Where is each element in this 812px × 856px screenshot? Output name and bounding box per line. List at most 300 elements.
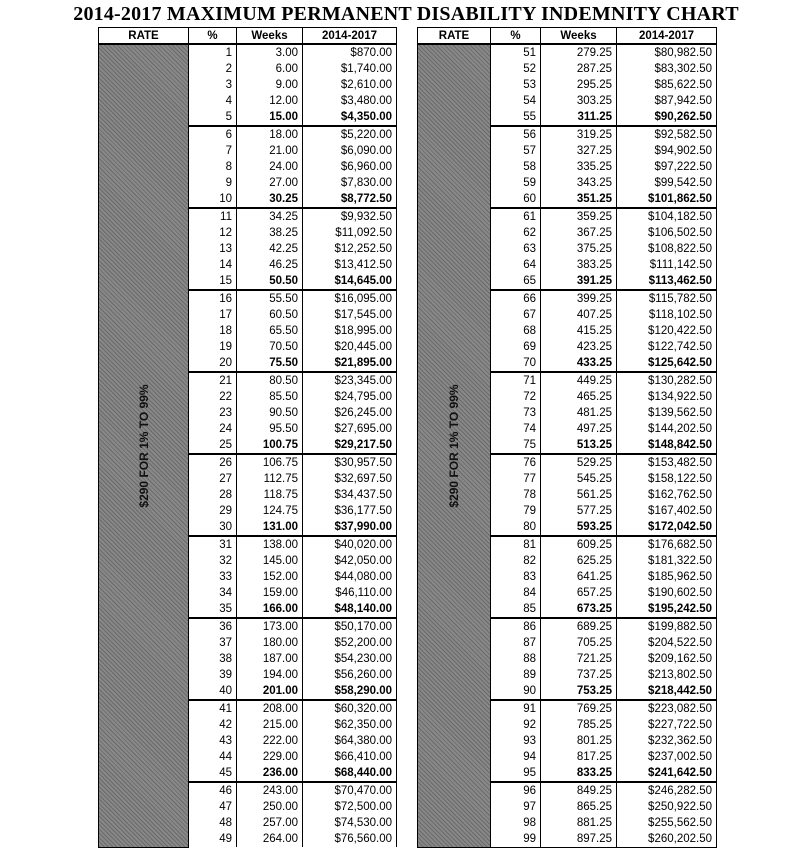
weeks-cell: 375.25 <box>541 241 617 257</box>
percent-cell: 27 <box>189 471 237 487</box>
amount-cell: $76,560.00 <box>303 831 397 847</box>
weeks-cell: 208.00 <box>237 700 303 717</box>
weeks-cell: 106.75 <box>237 454 303 471</box>
weeks-cell: 95.50 <box>237 421 303 437</box>
weeks-cell: 335.25 <box>541 159 617 175</box>
weeks-header: Weeks <box>541 28 617 45</box>
percent-cell: 97 <box>491 799 541 815</box>
percent-cell: 79 <box>491 503 541 519</box>
amount-cell: $104,182.50 <box>617 208 717 225</box>
rate-cell <box>418 44 491 848</box>
percent-cell: 65 <box>491 273 541 290</box>
percent-cell: 42 <box>189 717 237 733</box>
weeks-cell: 497.25 <box>541 421 617 437</box>
weeks-cell: 65.50 <box>237 323 303 339</box>
amount-cell: $83,302.50 <box>617 61 717 77</box>
amount-cell: $120,422.50 <box>617 323 717 339</box>
amount-cell: $66,410.00 <box>303 749 397 765</box>
weeks-cell: 753.25 <box>541 683 617 700</box>
amount-cell: $9,932.50 <box>303 208 397 225</box>
weeks-cell: 593.25 <box>541 519 617 536</box>
amount-cell: $122,742.50 <box>617 339 717 355</box>
amount-cell: $72,500.00 <box>303 799 397 815</box>
amount-cell: $12,252.50 <box>303 241 397 257</box>
amount-cell: $218,442.50 <box>617 683 717 700</box>
weeks-cell: 112.75 <box>237 471 303 487</box>
weeks-cell: 641.25 <box>541 569 617 585</box>
amount-cell: $106,502.50 <box>617 225 717 241</box>
amount-cell: $64,380.00 <box>303 733 397 749</box>
amount-cell: $176,682.50 <box>617 536 717 553</box>
percent-cell: 40 <box>189 683 237 700</box>
amount-cell: $44,080.00 <box>303 569 397 585</box>
weeks-cell: 250.00 <box>237 799 303 815</box>
weeks-cell: 201.00 <box>237 683 303 700</box>
percent-cell: 59 <box>491 175 541 191</box>
percent-cell: 88 <box>491 651 541 667</box>
percent-cell: 89 <box>491 667 541 683</box>
percent-cell: 81 <box>491 536 541 553</box>
percent-cell: 51 <box>491 44 541 61</box>
weeks-cell: 55.50 <box>237 290 303 307</box>
amount-cell: $97,222.50 <box>617 159 717 175</box>
weeks-cell: 481.25 <box>541 405 617 421</box>
weeks-cell: 138.00 <box>237 536 303 553</box>
weeks-cell: 865.25 <box>541 799 617 815</box>
percent-cell: 21 <box>189 372 237 389</box>
percent-cell: 14 <box>189 257 237 273</box>
amount-cell: $18,995.00 <box>303 323 397 339</box>
amount-cell: $115,782.50 <box>617 290 717 307</box>
amount-cell: $144,202.50 <box>617 421 717 437</box>
amount-cell: $870.00 <box>303 44 397 61</box>
weeks-cell: 311.25 <box>541 109 617 126</box>
weeks-cell: 30.25 <box>237 191 303 208</box>
weeks-cell: 6.00 <box>237 61 303 77</box>
percent-cell: 19 <box>189 339 237 355</box>
weeks-cell: 46.25 <box>237 257 303 273</box>
percent-cell: 52 <box>491 61 541 77</box>
percent-cell: 41 <box>189 700 237 717</box>
percent-cell: 55 <box>491 109 541 126</box>
percent-cell: 84 <box>491 585 541 601</box>
weeks-cell: 769.25 <box>541 700 617 717</box>
percent-cell: 38 <box>189 651 237 667</box>
percent-cell: 18 <box>189 323 237 339</box>
percent-cell: 62 <box>491 225 541 241</box>
percent-cell: 32 <box>189 553 237 569</box>
weeks-cell: 399.25 <box>541 290 617 307</box>
weeks-cell: 817.25 <box>541 749 617 765</box>
weeks-cell: 689.25 <box>541 618 617 635</box>
weeks-cell: 359.25 <box>541 208 617 225</box>
percent-cell: 76 <box>491 454 541 471</box>
amount-cell: $85,622.50 <box>617 77 717 93</box>
amount-cell: $90,262.50 <box>617 109 717 126</box>
percent-cell: 46 <box>189 782 237 799</box>
amount-cell: $162,762.50 <box>617 487 717 503</box>
weeks-cell: 327.25 <box>541 143 617 159</box>
percent-cell: 54 <box>491 93 541 109</box>
weeks-cell: 24.00 <box>237 159 303 175</box>
weeks-cell: 50.50 <box>237 273 303 290</box>
amount-cell: $46,110.00 <box>303 585 397 601</box>
rate-cell <box>99 44 189 847</box>
amount-cell: $7,830.00 <box>303 175 397 191</box>
weeks-cell: 257.00 <box>237 815 303 831</box>
percent-cell: 13 <box>189 241 237 257</box>
percent-cell: 60 <box>491 191 541 208</box>
weeks-cell: 80.50 <box>237 372 303 389</box>
weeks-cell: 577.25 <box>541 503 617 519</box>
percent-cell: 12 <box>189 225 237 241</box>
weeks-cell: 343.25 <box>541 175 617 191</box>
amount-cell: $30,957.50 <box>303 454 397 471</box>
amount-cell: $113,462.50 <box>617 273 717 290</box>
weeks-cell: 407.25 <box>541 307 617 323</box>
amount-cell: $204,522.50 <box>617 635 717 651</box>
amount-cell: $5,220.00 <box>303 126 397 143</box>
percent-cell: 95 <box>491 765 541 782</box>
weeks-cell: 180.00 <box>237 635 303 651</box>
percent-cell: 73 <box>491 405 541 421</box>
weeks-cell: 18.00 <box>237 126 303 143</box>
percent-cell: 70 <box>491 355 541 372</box>
amount-cell: $223,082.50 <box>617 700 717 717</box>
amount-cell: $87,942.50 <box>617 93 717 109</box>
percent-cell: 69 <box>491 339 541 355</box>
weeks-cell: 42.25 <box>237 241 303 257</box>
weeks-cell: 229.00 <box>237 749 303 765</box>
weeks-cell: 833.25 <box>541 765 617 782</box>
weeks-cell: 75.50 <box>237 355 303 372</box>
weeks-cell: 383.25 <box>541 257 617 273</box>
percent-cell: 34 <box>189 585 237 601</box>
amount-cell: $108,822.50 <box>617 241 717 257</box>
percent-cell: 45 <box>189 765 237 782</box>
table-header-row <box>418 28 717 45</box>
percent-cell: 74 <box>491 421 541 437</box>
weeks-cell: 801.25 <box>541 733 617 749</box>
percent-cell: 91 <box>491 700 541 717</box>
percent-cell: 1 <box>189 44 237 61</box>
weeks-cell: 166.00 <box>237 601 303 618</box>
amount-cell: $6,090.00 <box>303 143 397 159</box>
weeks-cell: 38.25 <box>237 225 303 241</box>
percent-cell: 96 <box>491 782 541 799</box>
weeks-cell: 215.00 <box>237 717 303 733</box>
weeks-cell: 15.00 <box>237 109 303 126</box>
table-row <box>418 44 717 61</box>
percent-cell: 28 <box>189 487 237 503</box>
amount-cell: $246,282.50 <box>617 782 717 799</box>
weeks-cell: 145.00 <box>237 553 303 569</box>
amount-cell: $92,582.50 <box>617 126 717 143</box>
percent-cell: 53 <box>491 77 541 93</box>
amount-cell: $32,697.50 <box>303 471 397 487</box>
percent-cell: 90 <box>491 683 541 700</box>
amount-cell: $80,982.50 <box>617 44 717 61</box>
amount-cell: $14,645.00 <box>303 273 397 290</box>
percent-cell: 57 <box>491 143 541 159</box>
amount-cell: $111,142.50 <box>617 257 717 273</box>
percent-cell: 71 <box>491 372 541 389</box>
weeks-cell: 367.25 <box>541 225 617 241</box>
percent-cell: 83 <box>491 569 541 585</box>
rate-header: RATE <box>418 28 491 45</box>
percent-cell: 48 <box>189 815 237 831</box>
amount-cell: $167,402.50 <box>617 503 717 519</box>
weeks-cell: 60.50 <box>237 307 303 323</box>
weeks-cell: 545.25 <box>541 471 617 487</box>
weeks-cell: 881.25 <box>541 815 617 831</box>
percent-cell: 44 <box>189 749 237 765</box>
percent-cell: 86 <box>491 618 541 635</box>
rate-label: $290 FOR 1% TO 99% <box>447 384 461 508</box>
amount-cell: $8,772.50 <box>303 191 397 208</box>
amount-cell: $70,470.00 <box>303 782 397 799</box>
percent-cell: 78 <box>491 487 541 503</box>
percent-cell: 31 <box>189 536 237 553</box>
weeks-cell: 705.25 <box>541 635 617 651</box>
percent-header: % <box>491 28 541 45</box>
amount-header: 2014-2017 <box>303 28 397 45</box>
amount-cell: $56,260.00 <box>303 667 397 683</box>
weeks-cell: 849.25 <box>541 782 617 799</box>
percent-cell: 75 <box>491 437 541 454</box>
weeks-cell: 27.00 <box>237 175 303 191</box>
weeks-cell: 131.00 <box>237 519 303 536</box>
table-header-row <box>99 28 397 45</box>
weeks-cell: 222.00 <box>237 733 303 749</box>
percent-cell: 72 <box>491 389 541 405</box>
weeks-cell: 433.25 <box>541 355 617 372</box>
weeks-cell: 449.25 <box>541 372 617 389</box>
weeks-cell: 625.25 <box>541 553 617 569</box>
amount-cell: $195,242.50 <box>617 601 717 618</box>
percent-cell: 67 <box>491 307 541 323</box>
amount-cell: $255,562.50 <box>617 815 717 831</box>
percent-cell: 23 <box>189 405 237 421</box>
percent-cell: 5 <box>189 109 237 126</box>
percent-cell: 26 <box>189 454 237 471</box>
percent-cell: 58 <box>491 159 541 175</box>
amount-cell: $36,177.50 <box>303 503 397 519</box>
percent-cell: 6 <box>189 126 237 143</box>
amount-cell: $62,350.00 <box>303 717 397 733</box>
amount-cell: $26,245.00 <box>303 405 397 421</box>
weeks-cell: 295.25 <box>541 77 617 93</box>
percent-cell: 15 <box>189 273 237 290</box>
weeks-cell: 34.25 <box>237 208 303 225</box>
weeks-cell: 12.00 <box>237 93 303 109</box>
percent-cell: 22 <box>189 389 237 405</box>
percent-cell: 17 <box>189 307 237 323</box>
percent-cell: 61 <box>491 208 541 225</box>
amount-cell: $172,042.50 <box>617 519 717 536</box>
percent-header: % <box>189 28 237 45</box>
amount-cell: $118,102.50 <box>617 307 717 323</box>
percent-cell: 8 <box>189 159 237 175</box>
weeks-cell: 70.50 <box>237 339 303 355</box>
weeks-header: Weeks <box>237 28 303 45</box>
weeks-cell: 90.50 <box>237 405 303 421</box>
weeks-cell: 159.00 <box>237 585 303 601</box>
amount-cell: $241,642.50 <box>617 765 717 782</box>
percent-cell: 66 <box>491 290 541 307</box>
amount-cell: $74,530.00 <box>303 815 397 831</box>
amount-cell: $24,795.00 <box>303 389 397 405</box>
percent-cell: 87 <box>491 635 541 651</box>
weeks-cell: 609.25 <box>541 536 617 553</box>
amount-cell: $99,542.50 <box>617 175 717 191</box>
amount-cell: $250,922.50 <box>617 799 717 815</box>
percent-cell: 80 <box>491 519 541 536</box>
amount-cell: $42,050.00 <box>303 553 397 569</box>
percent-cell: 77 <box>491 471 541 487</box>
percent-cell: 47 <box>189 799 237 815</box>
amount-cell: $213,802.50 <box>617 667 717 683</box>
amount-cell: $190,602.50 <box>617 585 717 601</box>
amount-cell: $153,482.50 <box>617 454 717 471</box>
weeks-cell: 897.25 <box>541 831 617 848</box>
weeks-cell: 279.25 <box>541 44 617 61</box>
percent-cell: 7 <box>189 143 237 159</box>
weeks-cell: 415.25 <box>541 323 617 339</box>
weeks-cell: 194.00 <box>237 667 303 683</box>
weeks-cell: 124.75 <box>237 503 303 519</box>
amount-cell: $37,990.00 <box>303 519 397 536</box>
amount-cell: $27,695.00 <box>303 421 397 437</box>
amount-cell: $209,162.50 <box>617 651 717 667</box>
percent-cell: 4 <box>189 93 237 109</box>
amount-cell: $199,882.50 <box>617 618 717 635</box>
weeks-cell: 100.75 <box>237 437 303 454</box>
weeks-cell: 303.25 <box>541 93 617 109</box>
weeks-cell: 351.25 <box>541 191 617 208</box>
amount-cell: $29,217.50 <box>303 437 397 454</box>
percent-cell: 33 <box>189 569 237 585</box>
amount-cell: $40,020.00 <box>303 536 397 553</box>
page-title: 2014-2017 MAXIMUM PERMANENT DISABILITY INDEMNITY CHART <box>73 3 739 25</box>
percent-cell: 30 <box>189 519 237 536</box>
amount-cell: $148,842.50 <box>617 437 717 454</box>
weeks-cell: 118.75 <box>237 487 303 503</box>
amount-cell: $101,862.50 <box>617 191 717 208</box>
indemnity-table-left <box>98 27 397 848</box>
amount-cell: $134,922.50 <box>617 389 717 405</box>
amount-cell: $4,350.00 <box>303 109 397 126</box>
percent-cell: 24 <box>189 421 237 437</box>
percent-cell: 16 <box>189 290 237 307</box>
amount-cell: $1,740.00 <box>303 61 397 77</box>
amount-cell: $158,122.50 <box>617 471 717 487</box>
amount-cell: $50,170.00 <box>303 618 397 635</box>
weeks-cell: 85.50 <box>237 389 303 405</box>
amount-cell: $34,437.50 <box>303 487 397 503</box>
percent-cell: 49 <box>189 831 237 847</box>
percent-cell: 94 <box>491 749 541 765</box>
rate-label: $290 FOR 1% TO 99% <box>136 384 151 508</box>
amount-header: 2014-2017 <box>617 28 717 45</box>
amount-cell: $260,202.50 <box>617 831 717 848</box>
percent-cell: 36 <box>189 618 237 635</box>
weeks-cell: 737.25 <box>541 667 617 683</box>
percent-cell: 63 <box>491 241 541 257</box>
amount-cell: $52,200.00 <box>303 635 397 651</box>
amount-cell: $125,642.50 <box>617 355 717 372</box>
weeks-cell: 561.25 <box>541 487 617 503</box>
weeks-cell: 173.00 <box>237 618 303 635</box>
amount-cell: $6,960.00 <box>303 159 397 175</box>
amount-cell: $16,095.00 <box>303 290 397 307</box>
weeks-cell: 673.25 <box>541 601 617 618</box>
weeks-cell: 9.00 <box>237 77 303 93</box>
percent-cell: 85 <box>491 601 541 618</box>
percent-cell: 10 <box>189 191 237 208</box>
weeks-cell: 465.25 <box>541 389 617 405</box>
amount-cell: $185,962.50 <box>617 569 717 585</box>
amount-cell: $13,412.50 <box>303 257 397 273</box>
weeks-cell: 657.25 <box>541 585 617 601</box>
amount-cell: $17,545.00 <box>303 307 397 323</box>
amount-cell: $232,362.50 <box>617 733 717 749</box>
rate-header: RATE <box>99 28 189 45</box>
percent-cell: 93 <box>491 733 541 749</box>
percent-cell: 29 <box>189 503 237 519</box>
table-row <box>99 44 397 61</box>
weeks-cell: 287.25 <box>541 61 617 77</box>
amount-cell: $54,230.00 <box>303 651 397 667</box>
percent-cell: 9 <box>189 175 237 191</box>
amount-cell: $68,440.00 <box>303 765 397 782</box>
weeks-cell: 391.25 <box>541 273 617 290</box>
percent-cell: 11 <box>189 208 237 225</box>
amount-cell: $139,562.50 <box>617 405 717 421</box>
percent-cell: 92 <box>491 717 541 733</box>
amount-cell: $2,610.00 <box>303 77 397 93</box>
weeks-cell: 513.25 <box>541 437 617 454</box>
percent-cell: 56 <box>491 126 541 143</box>
weeks-cell: 3.00 <box>237 44 303 61</box>
percent-cell: 99 <box>491 831 541 848</box>
amount-cell: $94,902.50 <box>617 143 717 159</box>
weeks-cell: 264.00 <box>237 831 303 847</box>
weeks-cell: 152.00 <box>237 569 303 585</box>
amount-cell: $20,445.00 <box>303 339 397 355</box>
amount-cell: $237,002.50 <box>617 749 717 765</box>
amount-cell: $227,722.50 <box>617 717 717 733</box>
amount-cell: $130,282.50 <box>617 372 717 389</box>
percent-cell: 43 <box>189 733 237 749</box>
percent-cell: 35 <box>189 601 237 618</box>
weeks-cell: 187.00 <box>237 651 303 667</box>
amount-cell: $3,480.00 <box>303 93 397 109</box>
weeks-cell: 236.00 <box>237 765 303 782</box>
weeks-cell: 785.25 <box>541 717 617 733</box>
percent-cell: 37 <box>189 635 237 651</box>
amount-cell: $23,345.00 <box>303 372 397 389</box>
amount-cell: $58,290.00 <box>303 683 397 700</box>
weeks-cell: 529.25 <box>541 454 617 471</box>
percent-cell: 20 <box>189 355 237 372</box>
percent-cell: 25 <box>189 437 237 454</box>
amount-cell: $48,140.00 <box>303 601 397 618</box>
percent-cell: 64 <box>491 257 541 273</box>
amount-cell: $60,320.00 <box>303 700 397 717</box>
amount-cell: $21,895.00 <box>303 355 397 372</box>
percent-cell: 98 <box>491 815 541 831</box>
